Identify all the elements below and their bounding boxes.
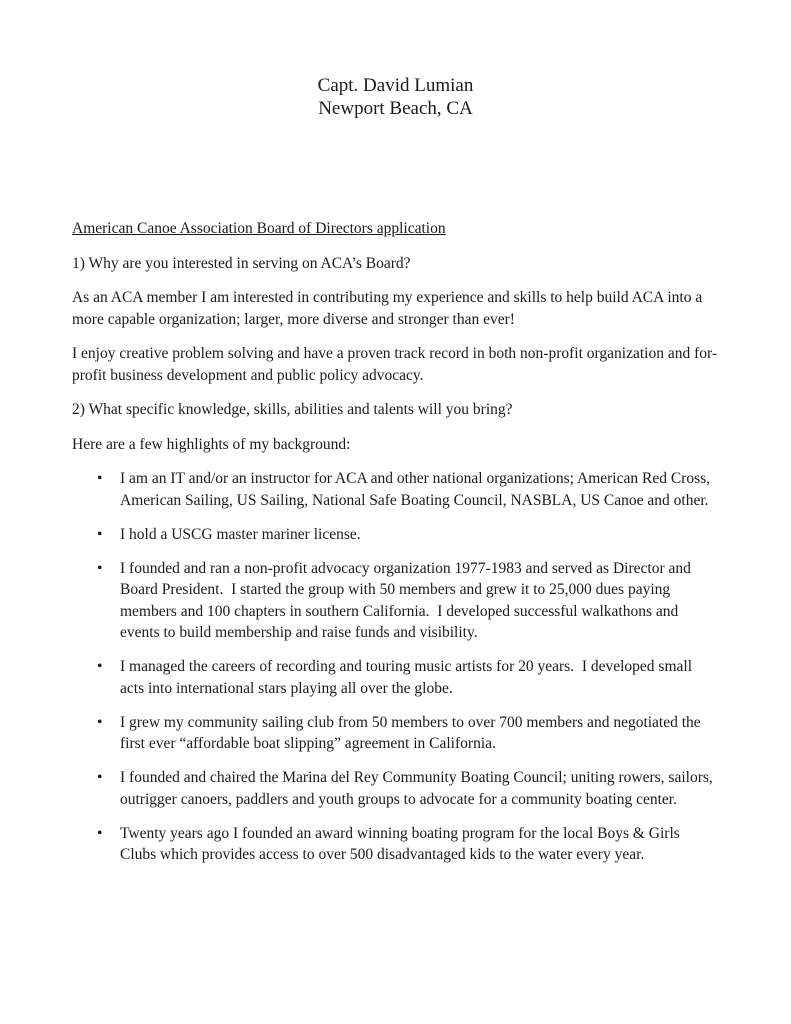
bullets-intro: Here are a few highlights of my background:: [72, 435, 351, 453]
list-item: • I grew my community sailing club from 50 members to over 700 members and negotiated the first ever “affordable boat slipping” agreement in California.: [72, 712, 719, 755]
document-title: American Canoe Association Board of Directors application: [72, 220, 446, 237]
list-item: • I managed the careers of recording and touring music artists for 20 years. I developed small acts into international stars playing all over the globe.: [72, 656, 719, 699]
list-item: • I hold a USCG master mariner license.: [72, 524, 719, 546]
list-item: • Twenty years ago I founded an award winning boating program for the local Boys & Girls Clubs which provides access to over 500 disadvantaged kids to the water every year.: [72, 823, 719, 866]
paragraph-1: As an ACA member I am interested in contributing my experience and skills to help build ACA into a more capable organization; larger, more diverse and stronger than ever!: [72, 289, 707, 328]
author-location: Newport Beach, CA: [318, 98, 473, 119]
document-body: [72, 218, 719, 866]
list-item: • I am an IT and/or an instructor for ACA and other national organizations; American Red Cross, American Sailing, US Sailing, National Safe Boating Council, NASBLA, US Canoe and other.: [72, 468, 719, 511]
document-header: [0, 0, 791, 120]
question-1: 1) Why are you interested in serving on ACA’s Board?: [72, 254, 411, 272]
paragraph-2: I enjoy creative problem solving and have a proven track record in both non-profit organization and for-profit business development and public policy advocacy.: [72, 345, 718, 384]
highlights-list: [72, 468, 719, 866]
question-2: 2) What specific knowledge, skills, abilities and talents will you bring?: [72, 401, 513, 418]
list-item: • I founded and ran a non-profit advocacy organization 1977-1983 and served as Director and Board President. I started the group with 50 members and grew it to 25,000 dues paying members and 100 chapters in southern California. I developed successful walkathons and events to build membership and raise funds and visibility.: [72, 558, 719, 644]
list-item: • I founded and chaired the Marina del Rey Community Boating Council; uniting rowers, sailors, outrigger canoers, paddlers and youth groups to advocate for a community boating center.: [72, 767, 719, 810]
author-name: Capt. David Lumian: [317, 75, 474, 96]
